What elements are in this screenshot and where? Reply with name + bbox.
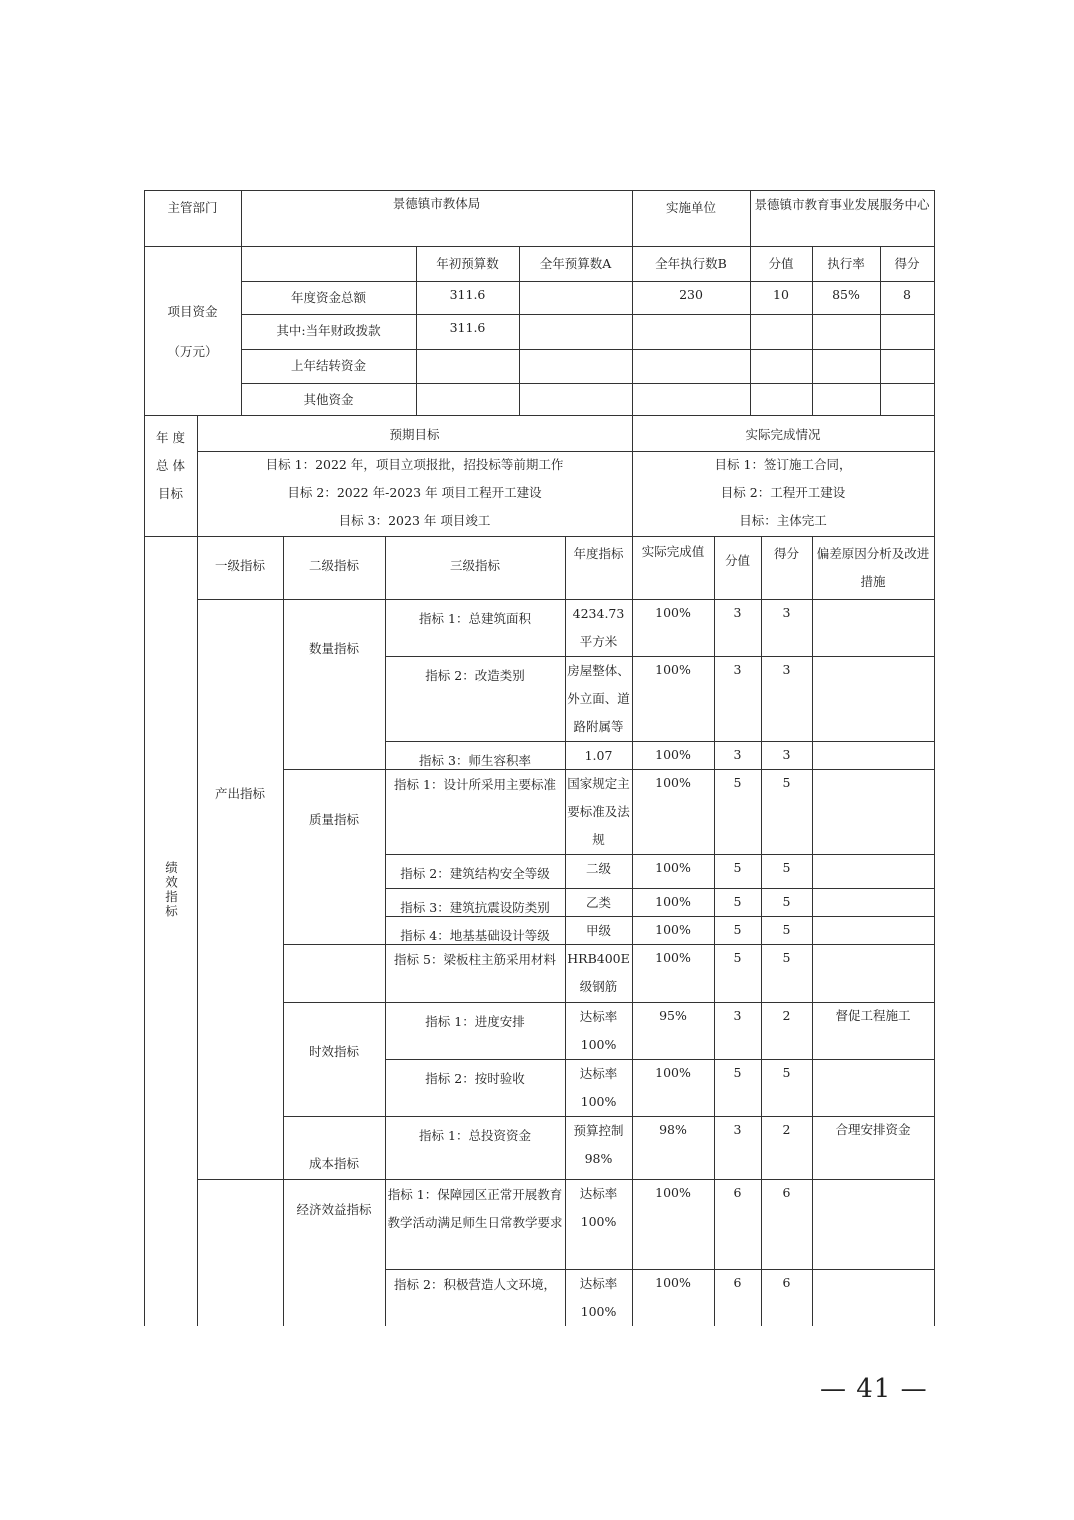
indicator-score: 5 — [782, 1065, 791, 1080]
indicator-score: 5 — [782, 894, 791, 909]
grid-line — [632, 190, 633, 247]
indicator-score: 3 — [782, 662, 791, 677]
expected-goal: 目标 3：2023 年 项目竣工 — [338, 513, 491, 528]
level2-timeliness: 时效指标 — [308, 1044, 359, 1059]
indicator-actual: 100% — [655, 775, 691, 790]
indicator-score-value: 5 — [733, 775, 742, 790]
indicator-score: 5 — [782, 922, 791, 937]
level2-quantity: 数量指标 — [308, 641, 359, 656]
goals-label-line: 年 度 — [156, 430, 185, 445]
indicator-name: 指标 3：师生容积率 — [419, 753, 531, 768]
indicator-actual: 100% — [655, 922, 691, 937]
indicator-score-value: 5 — [733, 922, 742, 937]
grid-line — [144, 415, 935, 416]
funds-unit: （万元） — [167, 344, 218, 359]
grid-line — [283, 1179, 386, 1180]
indicator-score-value: 3 — [733, 747, 742, 762]
grid-line — [632, 415, 633, 537]
indicator-name: 指标 2：按时验收 — [425, 1071, 525, 1086]
actual-goal: 目标 1：签订施工合同， — [714, 457, 852, 472]
impl-value: 景德镇市教育事业发展服务中心 — [754, 197, 930, 212]
funds-row-name: 其他资金 — [303, 392, 354, 407]
indicator-annual: 达标率 100% — [579, 1009, 618, 1052]
indicator-actual: 100% — [655, 894, 691, 909]
page-number: — 41 — — [820, 1374, 928, 1404]
funds-column-header: 全年执行数B — [655, 256, 727, 271]
indicator-score: 6 — [782, 1275, 791, 1290]
grid-line — [519, 246, 520, 416]
grid-line — [750, 190, 751, 247]
indicator-name: 指标 2：建筑结构安全等级 — [400, 866, 550, 881]
funds-column-header: 全年预算数A — [539, 256, 612, 271]
grid-line — [714, 536, 715, 1326]
indicator-score: 3 — [782, 605, 791, 620]
indicator-annual: 达标率 100% — [579, 1186, 618, 1229]
indicator-score: 5 — [782, 775, 791, 790]
funds-label: 项目资金 — [167, 304, 218, 319]
indicator-annual: 二级 — [585, 861, 611, 876]
header-reason: 偏差原因分析及改进措施 — [816, 546, 930, 589]
dept-value: 景德镇市教体局 — [392, 196, 481, 211]
indicator-annual: 乙类 — [585, 895, 611, 910]
header-actual: 实际完成值 — [641, 544, 705, 559]
grid-line — [565, 536, 566, 1326]
funds-row-name: 年度资金总额 — [290, 290, 366, 305]
indicator-annual: 国家规定主要标准及法规 — [567, 776, 630, 847]
expected-goal: 目标 1：2022 年，项目立项报批，招投标等前期工作 — [265, 457, 564, 472]
grid-line — [144, 536, 935, 537]
indicator-name: 指标 2：改造类别 — [425, 668, 525, 683]
funds-row-name: 上年结转资金 — [290, 358, 366, 373]
header-level2: 二级指标 — [308, 558, 359, 573]
indicator-score: 2 — [782, 1122, 791, 1137]
indicator-name: 指标 2：积极营造人文环境， — [394, 1277, 556, 1292]
grid-line — [197, 599, 935, 600]
actual-goal: 目标 2：工程开工建设 — [720, 485, 846, 500]
funds-cell-score: 8 — [903, 287, 911, 302]
indicator-score-value: 3 — [733, 605, 742, 620]
goals-label-line: 目标 — [157, 486, 183, 501]
grid-line — [632, 536, 633, 1326]
funds-cell-initial: 311.6 — [449, 320, 486, 335]
indicator-annual: 房屋整体、外立面、道路附属等 — [567, 663, 630, 734]
grid-line — [812, 536, 813, 1326]
indicator-name: 指标 4：地基基础设计等级 — [400, 928, 550, 943]
indicator-reason: 督促工程施工 — [835, 1008, 911, 1023]
grid-line — [283, 1002, 386, 1003]
goals-label-line: 总 体 — [156, 458, 185, 473]
grid-line — [283, 536, 284, 1326]
indicator-score-value: 3 — [733, 1122, 742, 1137]
grid-line — [241, 314, 935, 315]
level2-cost: 成本指标 — [308, 1156, 359, 1171]
indicator-actual: 100% — [655, 1275, 691, 1290]
funds-column-header: 执行率 — [827, 256, 865, 271]
funds-row-name: 其中:当年财政拨款 — [276, 323, 381, 338]
indicator-actual: 100% — [655, 662, 691, 677]
indicator-actual: 100% — [655, 605, 691, 620]
indicator-actual: 100% — [655, 860, 691, 875]
indicator-score: 3 — [782, 747, 791, 762]
level1-output: 产出指标 — [214, 786, 265, 801]
indicator-annual: 1.07 — [584, 748, 613, 763]
funds-cell-rate: 85% — [832, 287, 860, 302]
indicator-actual: 100% — [655, 747, 691, 762]
indicator-actual: 98% — [659, 1122, 687, 1137]
grid-line — [144, 190, 145, 1326]
grid-line — [750, 246, 751, 416]
actual-goal: 目标：主体完工 — [739, 513, 827, 528]
indicator-name: 指标 5：梁板柱主筋采用材料 — [394, 952, 556, 967]
indicator-annual: 达标率 100% — [579, 1276, 618, 1319]
indicator-score-value: 6 — [733, 1185, 742, 1200]
indicator-score: 6 — [782, 1185, 791, 1200]
grid-line — [761, 536, 762, 1326]
indicator-name: 指标 1：总建筑面积 — [419, 611, 531, 626]
indicator-annual: 预算控制 98% — [573, 1123, 624, 1166]
indicator-annual: 达标率 100% — [579, 1066, 618, 1109]
grid-line — [197, 1179, 284, 1180]
indicator-annual: 甲级 — [585, 923, 611, 938]
indicator-score-value: 3 — [733, 662, 742, 677]
indicator-name: 指标 1：设计所采用主要标准 — [394, 777, 556, 792]
indicator-score: 2 — [782, 1008, 791, 1023]
grid-line — [632, 246, 633, 416]
grid-line — [283, 1116, 386, 1117]
grid-line — [385, 536, 386, 1326]
header-annual: 年度指标 — [573, 546, 624, 561]
indicator-score-value: 5 — [733, 1065, 742, 1080]
grid-line — [283, 769, 386, 770]
indicator-score-value: 5 — [733, 860, 742, 875]
grid-line — [197, 415, 198, 1326]
header-level3: 三级指标 — [449, 558, 500, 573]
level2-quality: 质量指标 — [308, 812, 359, 827]
indicator-actual: 95% — [659, 1008, 687, 1023]
grid-line — [241, 383, 935, 384]
indicator-name: 指标 1：进度安排 — [425, 1014, 525, 1029]
header-level1: 一级指标 — [214, 558, 265, 573]
indicator-actual: 100% — [655, 950, 691, 965]
indicator-name: 指标 1：保障园区正常开展教育教学活动满足师生日常教学要求 — [387, 1187, 563, 1230]
indicator-annual: HRB400E 级钢筋 — [567, 951, 630, 994]
perf-label: 绩效指标 — [163, 861, 179, 919]
grid-line — [416, 246, 417, 416]
indicator-score-value: 3 — [733, 1008, 742, 1023]
grid-line — [283, 944, 386, 945]
indicator-actual: 100% — [655, 1185, 691, 1200]
grid-line — [880, 246, 881, 416]
indicator-reason: 合理安排资金 — [835, 1122, 911, 1137]
indicator-actual: 100% — [655, 1065, 691, 1080]
grid-line — [934, 190, 935, 1326]
indicator-score-value: 6 — [733, 1275, 742, 1290]
expected-goal: 目标 2：2022 年-2023 年 项目工程开工建设 — [287, 485, 542, 500]
funds-column-header: 分值 — [768, 256, 794, 271]
indicator-score: 5 — [782, 860, 791, 875]
grid-line — [812, 246, 813, 416]
indicator-score-value: 5 — [733, 894, 742, 909]
funds-column-header: 年初预算数 — [436, 256, 499, 271]
indicator-name: 指标 3：建筑抗震设防类别 — [400, 900, 550, 915]
expected-header: 预期目标 — [389, 427, 440, 442]
indicator-name: 指标 1：总投资资金 — [419, 1128, 531, 1143]
indicator-annual: 4234.73 平方米 — [572, 606, 625, 649]
dept-label: 主管部门 — [167, 200, 218, 215]
header-score: 得分 — [773, 546, 799, 561]
grid-line — [241, 349, 935, 350]
indicator-score-value: 5 — [733, 950, 742, 965]
indicator-score: 5 — [782, 950, 791, 965]
impl-label: 实施单位 — [665, 200, 716, 215]
funds-cell-initial: 311.6 — [449, 287, 486, 302]
funds-cell-score_value: 10 — [773, 287, 789, 302]
actual-header: 实际完成情况 — [745, 427, 821, 442]
funds-column-header: 得分 — [894, 256, 920, 271]
funds-cell-executed: 230 — [679, 287, 703, 302]
grid-line — [144, 246, 935, 247]
header-score-value: 分值 — [724, 553, 750, 568]
level2-economic: 经济效益指标 — [296, 1202, 372, 1217]
